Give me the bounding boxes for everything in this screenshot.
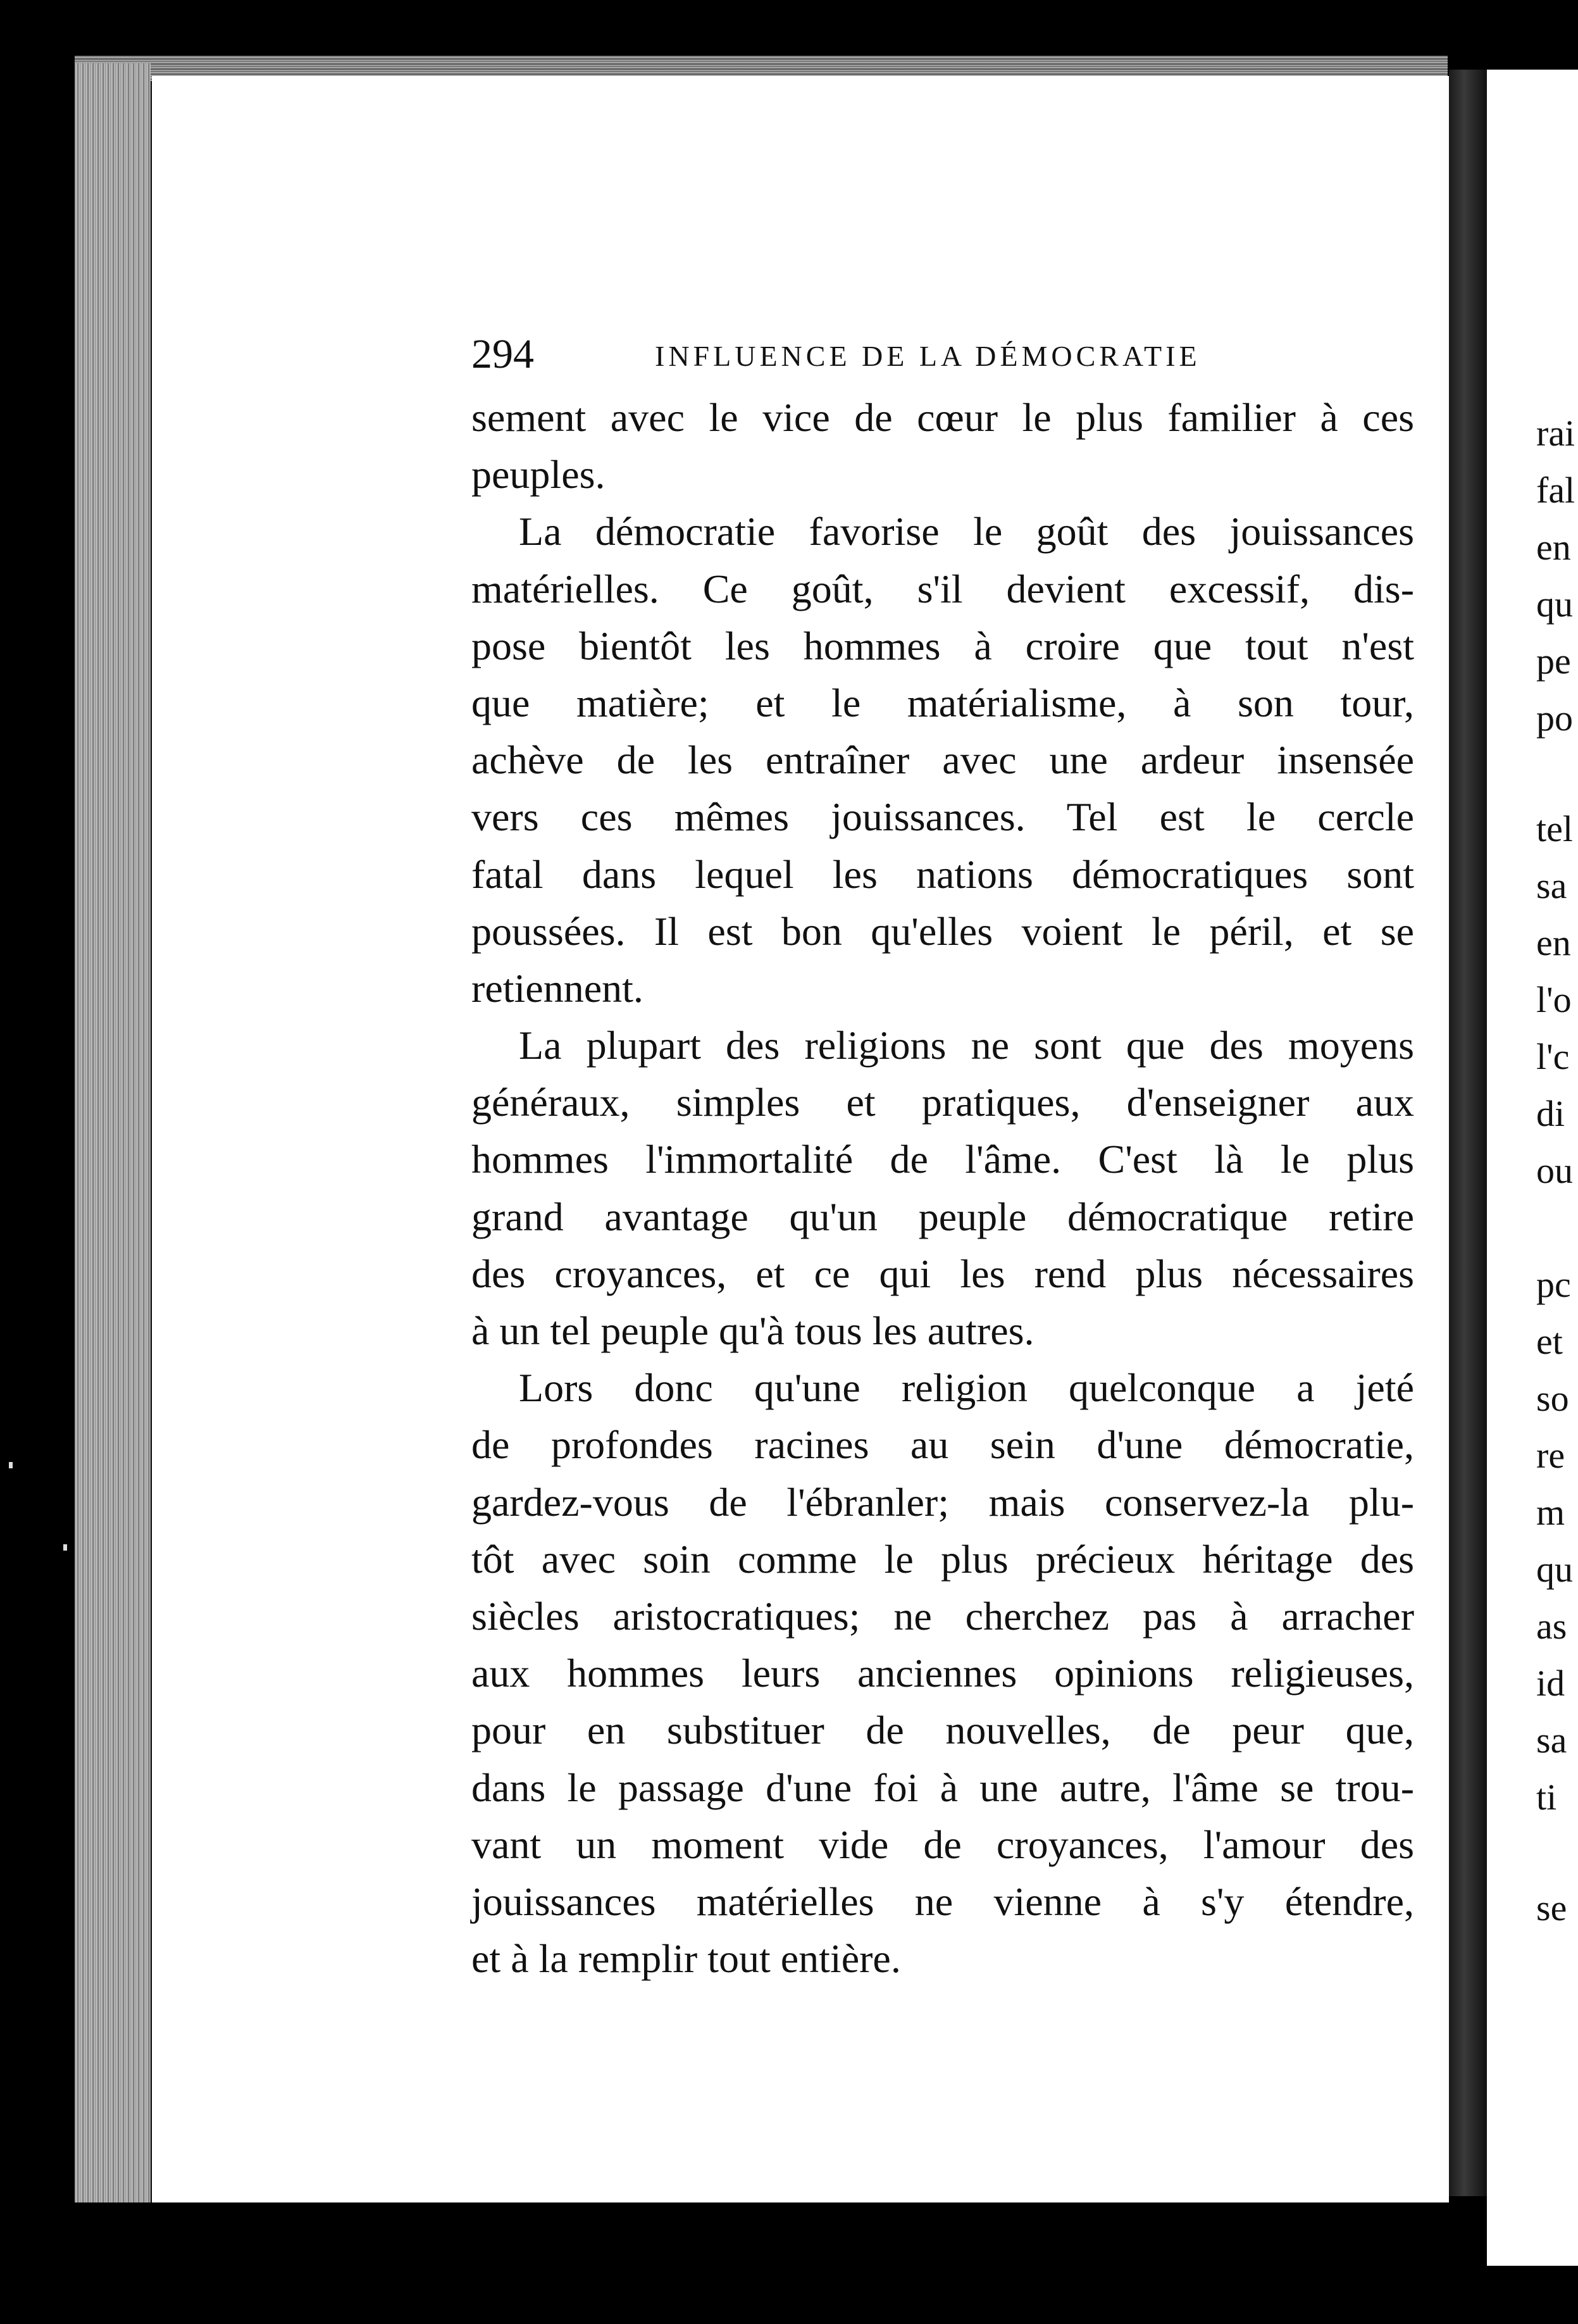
- text-line: vers ces mêmes jouissances. Tel est le cercle: [471, 794, 1414, 840]
- right-page-fragment: sa: [1536, 1720, 1567, 1761]
- text-line: dans le passage d'une foi à une autre, l'âme se trou-: [471, 1765, 1414, 1810]
- text-line: siècles aristocratiques; ne cherchez pas à arracher: [471, 1593, 1414, 1639]
- right-page-fragment: id: [1536, 1663, 1565, 1704]
- right-page-fragment: re: [1536, 1435, 1565, 1476]
- right-page-fragment: qu: [1536, 1549, 1573, 1590]
- right-page-fragment: en: [1536, 922, 1571, 963]
- text-line: à un tel peuple qu'à tous les autres.: [471, 1308, 1034, 1353]
- right-page-fragment: as: [1536, 1606, 1567, 1647]
- text-line: de profondes racines au sein d'une démocratie,: [471, 1422, 1414, 1468]
- text-line: achève de les entraîner avec une ardeur insensée: [471, 737, 1414, 783]
- right-page-fragment: en: [1536, 527, 1571, 568]
- text-line: retiennent.: [471, 965, 643, 1011]
- text-line: des croyances, et ce qui les rend plus nécessaires: [471, 1251, 1414, 1296]
- right-page-fragment: et: [1536, 1321, 1563, 1362]
- text-line: sement avec le vice de cœur le plus familier à ces: [471, 395, 1414, 440]
- text-line: La plupart des religions ne sont que des moyens: [519, 1023, 1414, 1068]
- text-line: Lors donc qu'une religion quelconque a jeté: [519, 1365, 1414, 1411]
- text-line: hommes l'immortalité de l'âme. C'est là le plus: [471, 1137, 1414, 1182]
- text-line: peuples.: [471, 452, 606, 497]
- right-page-fragment: tel: [1536, 808, 1573, 849]
- right-page-fragment: di: [1536, 1093, 1565, 1134]
- text-line: poussées. Il est bon qu'elles voient le péril, et se: [471, 908, 1414, 954]
- scan-speck: [9, 1462, 13, 1468]
- text-line: matérielles. Ce goût, s'il devient excessif, dis-: [471, 566, 1414, 611]
- text-line: pose bientôt les hommes à croire que tout n'est: [471, 623, 1414, 668]
- running-head-title: INFLUENCE DE LA DÉMOCRATIE: [655, 340, 1201, 372]
- text-line: pour en substituer de nouvelles, de peur que,: [471, 1708, 1414, 1753]
- body-text: [471, 389, 1414, 1987]
- right-page-fragment: qu: [1536, 584, 1573, 625]
- right-page-fragment: sa: [1536, 865, 1567, 906]
- right-page-fragment: rai: [1536, 413, 1575, 454]
- text-line: grand avantage qu'un peuple démocratique retire: [471, 1194, 1414, 1239]
- right-page-fragment: po: [1536, 697, 1573, 739]
- book-gutter: [1449, 70, 1487, 2196]
- text-line: La démocratie favorise le goût des jouissances: [519, 509, 1414, 554]
- page-number: 294: [471, 331, 534, 377]
- text-line: gardez-vous de l'ébranler; mais conservez-la plu-: [471, 1479, 1414, 1525]
- right-page-fragment: se: [1536, 1887, 1567, 1928]
- scan-speck: [63, 1544, 67, 1551]
- text-line: vant un moment vide de croyances, l'amour des: [471, 1821, 1414, 1867]
- text-line: que matière; et le matérialisme, à son tour,: [471, 680, 1414, 725]
- right-page-fragment: pe: [1536, 640, 1571, 682]
- running-head: [471, 326, 1420, 383]
- text-line: aux hommes leurs anciennes opinions religieuses,: [471, 1651, 1414, 1696]
- right-page-fragment: ti: [1536, 1777, 1557, 1818]
- right-page-fragment: so: [1536, 1378, 1569, 1419]
- text-line: et à la remplir tout entière.: [471, 1936, 901, 1982]
- right-page-fragment: pc: [1536, 1264, 1571, 1305]
- text-line: généraux, simples et pratiques, d'enseigner aux: [471, 1080, 1414, 1125]
- text-line: fatal dans lequel les nations démocratiques sont: [471, 851, 1414, 897]
- right-page-fragment: m: [1536, 1492, 1565, 1533]
- text-line: jouissances matérielles ne vienne à s'y étendre,: [471, 1878, 1414, 1924]
- right-page-fragment: ou: [1536, 1150, 1573, 1191]
- right-page-fragment: l'o: [1536, 979, 1572, 1020]
- page-stack-edge: [75, 63, 151, 2202]
- right-page-fragment: fal: [1536, 470, 1575, 511]
- text-line: tôt avec soin comme le plus précieux héritage des: [471, 1536, 1414, 1582]
- right-page-fragment: l'c: [1536, 1036, 1570, 1077]
